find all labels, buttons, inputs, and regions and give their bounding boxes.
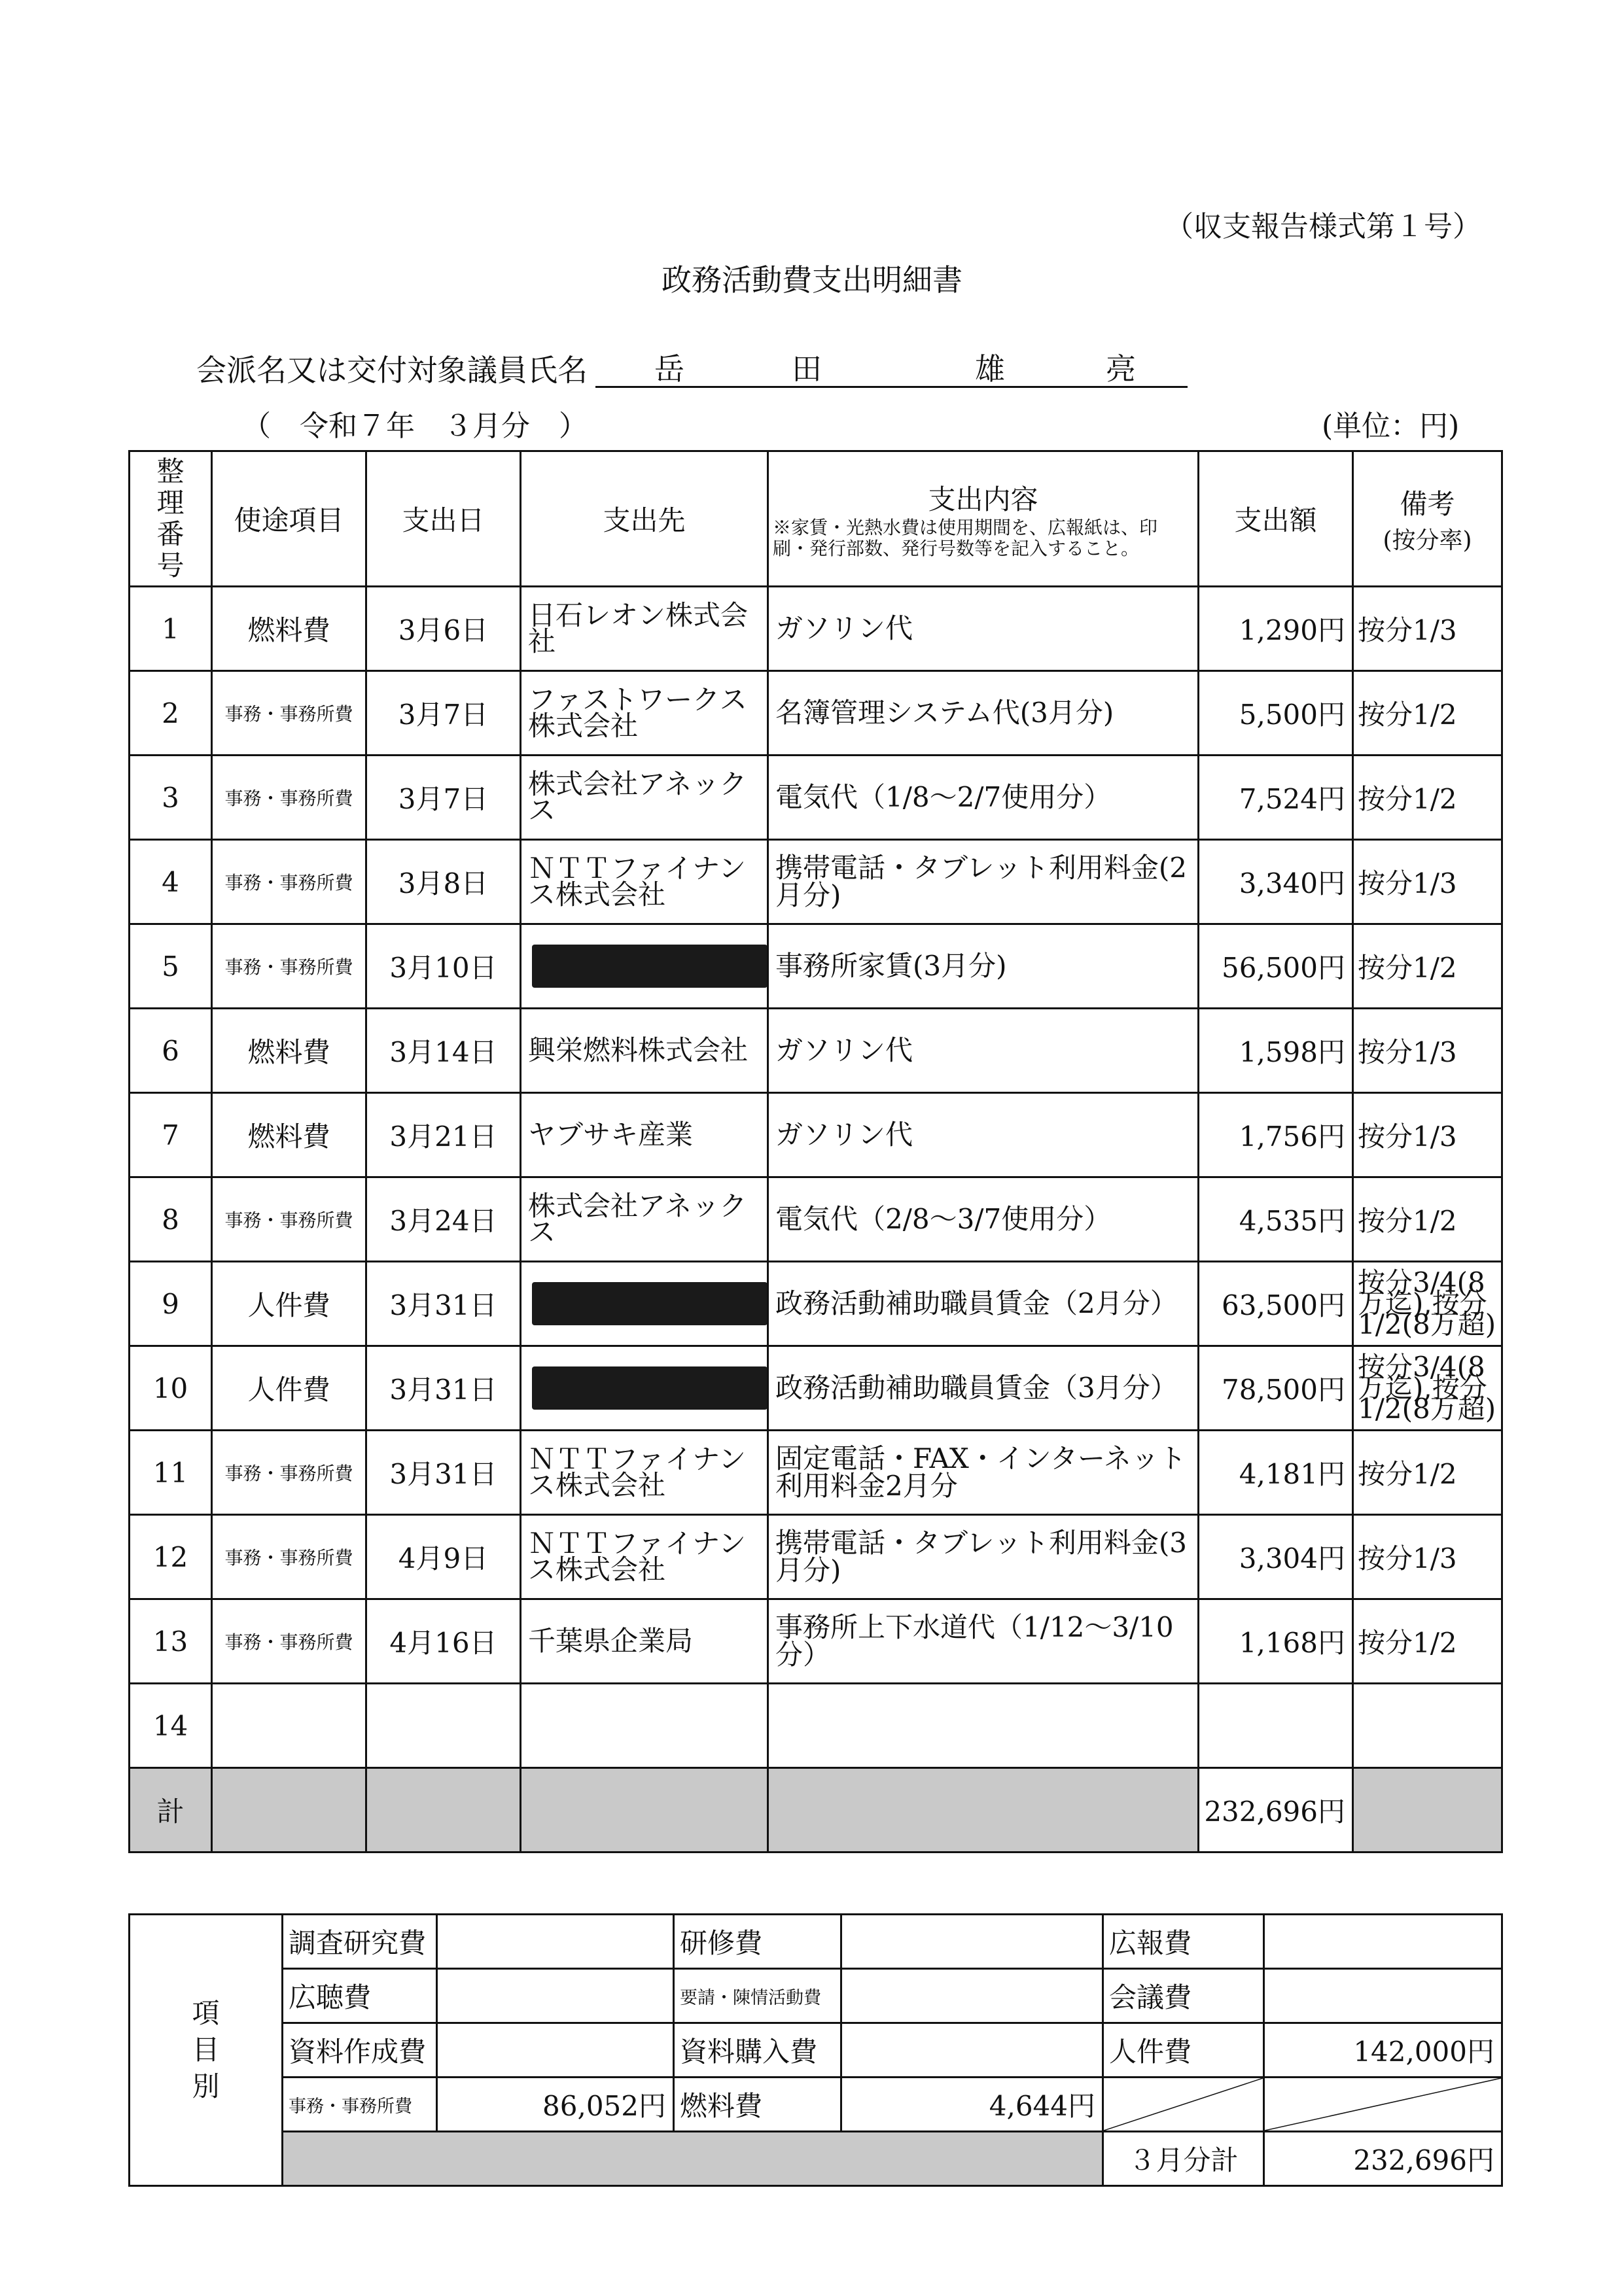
table-header-row: [130, 451, 1502, 587]
redaction-block: [532, 1366, 768, 1410]
row-content: ガソリン代: [768, 587, 1199, 671]
row-date: 3月8日: [366, 840, 521, 924]
summary-blank-diagonal-1: [1103, 2078, 1264, 2132]
party-label: 会派名又は交付対象議員氏名: [196, 353, 588, 388]
summary-personnel-label: 人件費: [1103, 2023, 1264, 2078]
table-row: [130, 587, 1502, 671]
summary-materials-make-label: 資料作成費: [283, 2023, 437, 2078]
total-row: [130, 1768, 1502, 1852]
col-header-no: 整理番号: [130, 451, 212, 587]
summary-side-label: 項目別: [130, 1915, 283, 2186]
row-category: [212, 1684, 366, 1768]
row-payee: 千葉県企業局: [521, 1599, 768, 1684]
row-category: 事務・事務所費: [212, 840, 366, 924]
summary-research-label: 調査研究費: [283, 1915, 437, 1969]
expense-table: [128, 450, 1503, 1853]
summary-petition-value: [841, 1969, 1103, 2023]
row-amount: 56,500円: [1199, 924, 1353, 1009]
report-period: （ 令和７年 ３月分 ）: [242, 409, 588, 443]
row-payee: [521, 1684, 768, 1768]
remarks-header-sub: (按分率): [1383, 527, 1472, 554]
summary-materials-buy-value: [841, 2023, 1103, 2078]
row-category: 燃料費: [212, 587, 366, 671]
col-header-date: 支出日: [366, 451, 521, 587]
row-remarks: 按分1/2: [1353, 924, 1502, 1009]
row-category: 事務・事務所費: [212, 924, 366, 1009]
row-payee: ヤブサキ産業: [521, 1093, 768, 1177]
row-date: 3月6日: [366, 587, 521, 671]
row-number: 7: [130, 1093, 212, 1177]
summary-personnel-value: 142,000円: [1264, 2023, 1502, 2078]
col-header-content: [768, 451, 1199, 587]
row-payee: ＮＴＴファイナンス株式会社: [521, 1515, 768, 1599]
row-category: 事務・事務所費: [212, 671, 366, 756]
row-number: 10: [130, 1346, 212, 1431]
row-content: 携帯電話・タブレット利用料金(3月分): [768, 1515, 1199, 1599]
summary-office-value: 86,052円: [437, 2078, 674, 2132]
row-payee: [521, 1262, 768, 1346]
row-amount: 78,500円: [1199, 1346, 1353, 1431]
row-category: 事務・事務所費: [212, 1515, 366, 1599]
row-date: 3月14日: [366, 1009, 521, 1093]
col-header-payee: 支出先: [521, 451, 768, 587]
summary-fuel-value: 4,644円: [841, 2078, 1103, 2132]
table-row: [130, 1431, 1502, 1515]
row-content: ガソリン代: [768, 1093, 1199, 1177]
row-payee: 株式会社アネックス: [521, 756, 768, 840]
row-category: 人件費: [212, 1346, 366, 1431]
row-amount: 3,340円: [1199, 840, 1353, 924]
total-blank-4: [768, 1768, 1199, 1852]
redaction-block: [532, 1282, 768, 1325]
col-header-amount: 支出額: [1199, 451, 1353, 587]
row-remarks: 按分1/3: [1353, 1009, 1502, 1093]
table-row: [130, 1599, 1502, 1684]
row-payee: 日石レオン株式会社: [521, 587, 768, 671]
row-remarks: 按分1/2: [1353, 1431, 1502, 1515]
row-number: 11: [130, 1431, 212, 1515]
row-number: 1: [130, 587, 212, 671]
row-category: 事務・事務所費: [212, 756, 366, 840]
row-amount: 5,500円: [1199, 671, 1353, 756]
total-blank-3: [521, 1768, 768, 1852]
form-number: （収支報告様式第１号）: [1165, 210, 1481, 243]
table-row: [130, 756, 1502, 840]
unit-label: (単位：円): [1322, 409, 1460, 443]
row-date: 3月7日: [366, 756, 521, 840]
row-number: 13: [130, 1599, 212, 1684]
row-date: [366, 1684, 521, 1768]
row-amount: 1,598円: [1199, 1009, 1353, 1093]
table-row: [130, 1346, 1502, 1431]
row-content: 政務活動補助職員賃金（2月分）: [768, 1262, 1199, 1346]
row-remarks: 按分1/3: [1353, 587, 1502, 671]
summary-training-label: 研修費: [674, 1915, 841, 1969]
row-remarks: 按分1/3: [1353, 1515, 1502, 1599]
row-number: 5: [130, 924, 212, 1009]
summary-hearing-label: 広聴費: [283, 1969, 437, 2023]
remarks-header-label: 備考: [1400, 487, 1455, 520]
member-name-char-3: 雄: [975, 351, 1005, 387]
row-date: 3月7日: [366, 671, 521, 756]
row-number: 8: [130, 1177, 212, 1262]
member-name-char-1: 岳: [654, 351, 684, 387]
row-content: 電気代（1/8～2/7使用分）: [768, 756, 1199, 840]
table-row: [130, 1684, 1502, 1768]
summary-pr-label: 広報費: [1103, 1915, 1264, 1969]
row-remarks: 按分3/4(8万迄),按分1/2(8万超): [1353, 1262, 1502, 1346]
content-header-label: 支出内容: [928, 483, 1038, 515]
row-number: 4: [130, 840, 212, 924]
row-content: 名簿管理システム代(3月分): [768, 671, 1199, 756]
table-row: [130, 840, 1502, 924]
row-date: 4月9日: [366, 1515, 521, 1599]
row-number: 14: [130, 1684, 212, 1768]
summary-office-label: 事務・事務所費: [283, 2078, 437, 2132]
summary-meeting-value: [1264, 1969, 1502, 2023]
row-category: 燃料費: [212, 1093, 366, 1177]
content-header-note: ※家賃・光熱水費は使用期間を、広報紙は、印刷・発行部数、発行号数等を記入すること。: [773, 517, 1158, 559]
row-payee: ＮＴＴファイナンス株式会社: [521, 1431, 768, 1515]
total-amount: 232,696円: [1199, 1768, 1353, 1852]
table-row: [130, 1177, 1502, 1262]
row-payee: 興栄燃料株式会社: [521, 1009, 768, 1093]
summary-fuel-label: 燃料費: [674, 2078, 841, 2132]
row-number: 9: [130, 1262, 212, 1346]
row-date: 3月24日: [366, 1177, 521, 1262]
row-content: 固定電話・FAX・インターネット利用料金2月分: [768, 1431, 1199, 1515]
summary-training-value: [841, 1915, 1103, 1969]
summary-hearing-value: [437, 1969, 674, 2023]
row-amount: 7,524円: [1199, 756, 1353, 840]
document-title: 政務活動費支出明細書: [662, 262, 962, 298]
row-amount: [1199, 1684, 1353, 1768]
summary-month-total-label: ３月分計: [1103, 2132, 1264, 2186]
row-payee: [521, 924, 768, 1009]
row-amount: 1,756円: [1199, 1093, 1353, 1177]
row-remarks: 按分1/2: [1353, 756, 1502, 840]
row-content: 携帯電話・タブレット利用料金(2月分): [768, 840, 1199, 924]
summary-table: [128, 1913, 1503, 2187]
row-remarks: 按分1/2: [1353, 1177, 1502, 1262]
row-remarks: 按分1/2: [1353, 671, 1502, 756]
member-name-char-4: 亮: [1106, 351, 1136, 387]
row-remarks: [1353, 1684, 1502, 1768]
summary-month-total-value: 232,696円: [1264, 2132, 1502, 2186]
total-blank-5: [1353, 1768, 1502, 1852]
row-remarks: 按分1/3: [1353, 1093, 1502, 1177]
row-amount: 4,535円: [1199, 1177, 1353, 1262]
row-amount: 63,500円: [1199, 1262, 1353, 1346]
row-remarks: 按分1/2: [1353, 1599, 1502, 1684]
row-amount: 3,304円: [1199, 1515, 1353, 1599]
row-content: 事務所上下水道代（1/12～3/10分）: [768, 1599, 1199, 1684]
col-header-remarks: [1353, 451, 1502, 587]
row-remarks: 按分3/4(8万迄),按分1/2(8万超): [1353, 1346, 1502, 1431]
row-content: 事務所家賃(3月分): [768, 924, 1199, 1009]
row-category: 燃料費: [212, 1009, 366, 1093]
row-date: 3月10日: [366, 924, 521, 1009]
table-row: [130, 1093, 1502, 1177]
table-row: [130, 1262, 1502, 1346]
row-number: 12: [130, 1515, 212, 1599]
row-content: 電気代（2/8～3/7使用分）: [768, 1177, 1199, 1262]
row-remarks: 按分1/3: [1353, 840, 1502, 924]
row-content: 政務活動補助職員賃金（3月分）: [768, 1346, 1199, 1431]
redaction-block: [532, 945, 768, 988]
row-date: 3月31日: [366, 1431, 521, 1515]
summary-blank-diagonal-2: [1264, 2078, 1502, 2132]
summary-gray-blank: [283, 2132, 1103, 2186]
row-number: 2: [130, 671, 212, 756]
total-label: 計: [130, 1768, 212, 1852]
row-number: 6: [130, 1009, 212, 1093]
table-row: [130, 671, 1502, 756]
row-number: 3: [130, 756, 212, 840]
row-category: 人件費: [212, 1262, 366, 1346]
summary-petition-label: 要請・陳情活動費: [674, 1969, 841, 2023]
row-category: 事務・事務所費: [212, 1431, 366, 1515]
row-payee: [521, 1346, 768, 1431]
summary-materials-buy-label: 資料購入費: [674, 2023, 841, 2078]
summary-meeting-label: 会議費: [1103, 1969, 1264, 2023]
row-payee: ファストワークス株式会社: [521, 671, 768, 756]
row-amount: 4,181円: [1199, 1431, 1353, 1515]
row-content: [768, 1684, 1199, 1768]
summary-materials-make-value: [437, 2023, 674, 2078]
row-payee: ＮＴＴファイナンス株式会社: [521, 840, 768, 924]
table-row: [130, 924, 1502, 1009]
row-date: 3月31日: [366, 1262, 521, 1346]
total-blank-2: [366, 1768, 521, 1852]
row-amount: 1,168円: [1199, 1599, 1353, 1684]
row-content: ガソリン代: [768, 1009, 1199, 1093]
row-date: 3月21日: [366, 1093, 521, 1177]
summary-pr-value: [1264, 1915, 1502, 1969]
table-row: [130, 1515, 1502, 1599]
row-amount: 1,290円: [1199, 587, 1353, 671]
col-header-category: 使途項目: [212, 451, 366, 587]
row-date: 3月31日: [366, 1346, 521, 1431]
row-category: 事務・事務所費: [212, 1177, 366, 1262]
member-name-char-2: 田: [792, 351, 822, 387]
total-blank-1: [212, 1768, 366, 1852]
row-category: 事務・事務所費: [212, 1599, 366, 1684]
summary-research-value: [437, 1915, 674, 1969]
row-payee: 株式会社アネックス: [521, 1177, 768, 1262]
member-name: [595, 345, 1188, 388]
row-date: 4月16日: [366, 1599, 521, 1684]
table-row: [130, 1009, 1502, 1093]
